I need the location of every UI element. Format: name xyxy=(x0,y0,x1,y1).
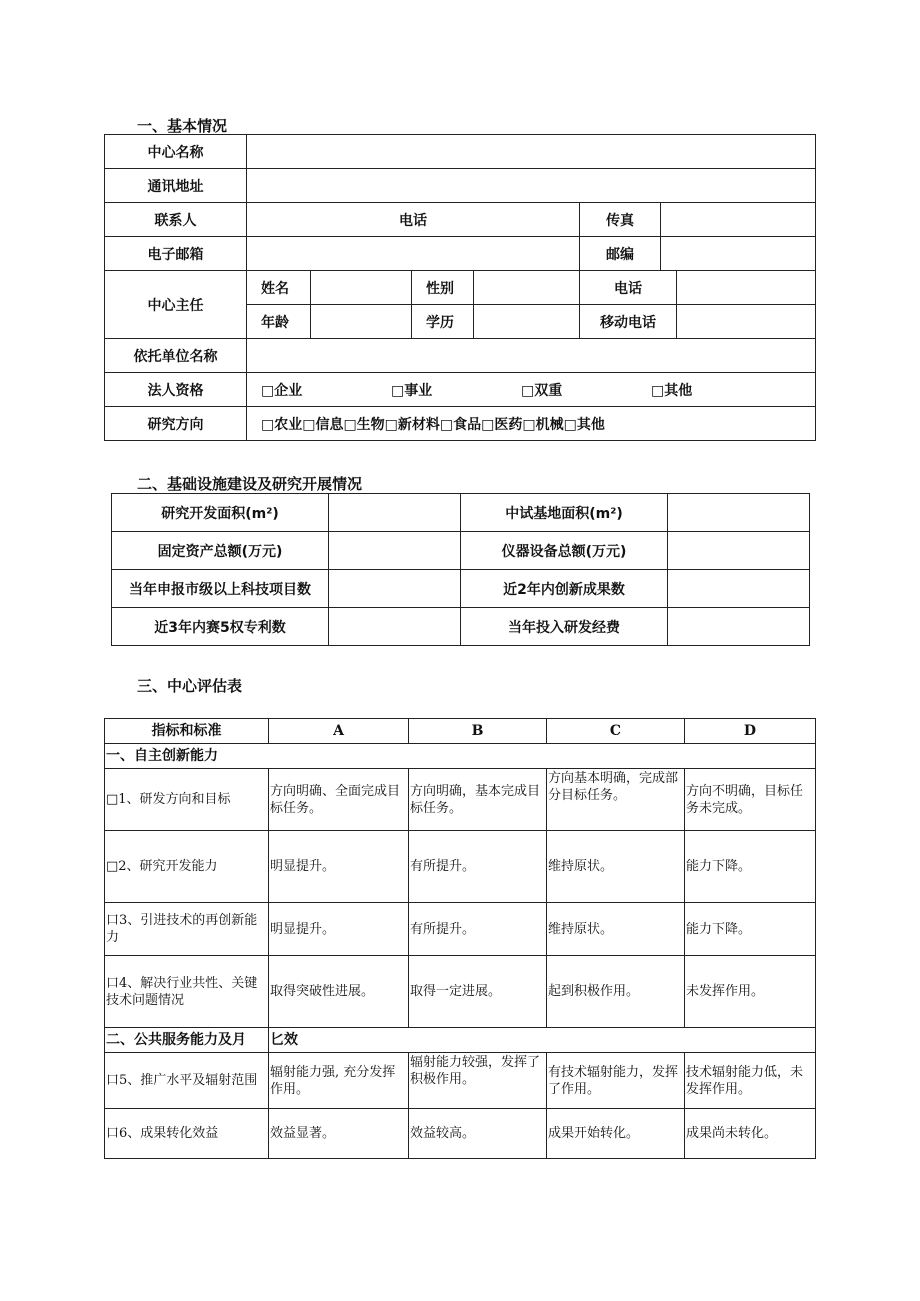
education-field[interactable] xyxy=(474,305,580,339)
rd-area-label: 研究开发面积(m²) xyxy=(112,494,329,532)
section1-title: 一、基本情况 xyxy=(137,117,228,135)
row5-label[interactable]: 口5、推广水平及辐射范围 xyxy=(105,1053,269,1109)
row2-label[interactable]: □2、研究开发能力 xyxy=(105,831,269,903)
row4-c: 起到积极作用。 xyxy=(547,956,685,1028)
email-field[interactable] xyxy=(247,237,580,271)
email-label: 电子邮箱 xyxy=(105,237,247,271)
row4-label[interactable]: 口4、解决行业共性、关键技术问题情况 xyxy=(105,956,269,1028)
header-d: D xyxy=(685,719,816,744)
header-a: A xyxy=(269,719,409,744)
row4-a: 取得突破性进展。 xyxy=(269,956,409,1028)
row3-b: 有所提升。 xyxy=(409,903,547,956)
projects-field[interactable] xyxy=(329,570,461,608)
patents-field[interactable] xyxy=(329,608,461,646)
section3-title: 三、中心评估表 xyxy=(137,677,243,695)
header-b: B xyxy=(409,719,547,744)
legal-options xyxy=(247,373,816,407)
fixed-assets-field[interactable] xyxy=(329,532,461,570)
research-label: 研究方向 xyxy=(105,407,247,441)
center-name-field[interactable] xyxy=(247,135,816,169)
fixed-assets-label: 固定资产总额(万元) xyxy=(112,532,329,570)
row5-c: 有技术辐射能力，发挥了作用。 xyxy=(547,1053,685,1109)
section2-title: 二、基础设施建设及研究开展情况 xyxy=(137,475,363,493)
row1-a: 方向明确、全面完成目标任务。 xyxy=(269,769,409,831)
gender-field[interactable] xyxy=(474,271,580,305)
age-field[interactable] xyxy=(311,305,412,339)
row5-d: 技术辐射能力低，未发挥作用。 xyxy=(685,1053,816,1109)
rd-area-field[interactable] xyxy=(329,494,461,532)
header-c: C xyxy=(547,719,685,744)
equipment-label: 仪器设备总额(万元) xyxy=(461,532,668,570)
research-options[interactable]: □农业□信息□生物□新材料□食品□医药□机械□其他 xyxy=(247,407,816,441)
name-field[interactable] xyxy=(311,271,412,305)
group-public-service-left: 二、公共服务能力及月 xyxy=(105,1028,269,1053)
rd-funds-label: 当年投入研发经费 xyxy=(461,608,668,646)
row6-d: 成果尚未转化。 xyxy=(685,1109,816,1159)
gender-label: 性别 xyxy=(412,271,474,305)
legal-option-enterprise[interactable]: □企业 xyxy=(261,382,303,399)
name-label: 姓名 xyxy=(247,271,311,305)
row6-label[interactable]: 口6、成果转化效益 xyxy=(105,1109,269,1159)
row1-c: 方向基本明确，完成部分目标任务。 xyxy=(547,769,685,831)
address-field[interactable] xyxy=(247,169,816,203)
rd-funds-field[interactable] xyxy=(668,608,810,646)
pilot-area-field[interactable] xyxy=(668,494,810,532)
age-label: 年龄 xyxy=(247,305,311,339)
center-name-label: 中心名称 xyxy=(105,135,247,169)
director-phone-field[interactable] xyxy=(677,271,816,305)
postcode-label: 邮编 xyxy=(580,237,661,271)
header-criteria: 指标和标准 xyxy=(105,719,269,744)
projects-label: 当年申报市级以上科技项目数 xyxy=(112,570,329,608)
director-label: 中心主任 xyxy=(105,271,247,339)
innovations-label: 近2年内创新成果数 xyxy=(461,570,668,608)
row6-a: 效益显著。 xyxy=(269,1109,409,1159)
row1-d: 方向不明确，目标任务未完成。 xyxy=(685,769,816,831)
row6-c: 成果开始转化。 xyxy=(547,1109,685,1159)
group-public-service-right: 匕效 xyxy=(269,1028,816,1053)
pilot-area-label: 中试基地面积(m²) xyxy=(461,494,668,532)
equipment-field[interactable] xyxy=(668,532,810,570)
row2-d: 能力下降。 xyxy=(685,831,816,903)
host-unit-label: 依托单位名称 xyxy=(105,339,247,373)
legal-option-dual[interactable]: □双重 xyxy=(521,382,563,399)
row2-c: 维持原状。 xyxy=(547,831,685,903)
phone-label: 电话 xyxy=(247,203,580,237)
fax-field[interactable] xyxy=(661,203,816,237)
patents-label: 近3年内赛5权专利数 xyxy=(112,608,329,646)
legal-label: 法人资格 xyxy=(105,373,247,407)
row4-b: 取得一定进展。 xyxy=(409,956,547,1028)
row4-d: 未发挥作用。 xyxy=(685,956,816,1028)
row3-d: 能力下降。 xyxy=(685,903,816,956)
legal-option-other[interactable]: □其他 xyxy=(651,382,693,399)
host-unit-field[interactable] xyxy=(247,339,816,373)
evaluation-table xyxy=(104,718,816,1159)
innovations-field[interactable] xyxy=(668,570,810,608)
row3-a: 明显提升。 xyxy=(269,903,409,956)
postcode-field[interactable] xyxy=(661,237,816,271)
row3-c: 维持原状。 xyxy=(547,903,685,956)
group-independent-innovation: 一、自主创新能力 xyxy=(105,744,816,769)
contact-label: 联系人 xyxy=(105,203,247,237)
row3-label[interactable]: 口3、引进技术的再创新能力 xyxy=(105,903,269,956)
row1-label[interactable]: □1、研发方向和目标 xyxy=(105,769,269,831)
row2-a: 明显提升。 xyxy=(269,831,409,903)
mobile-label: 移动电话 xyxy=(580,305,677,339)
basic-info-table xyxy=(104,134,816,441)
address-label: 通讯地址 xyxy=(105,169,247,203)
fax-label: 传真 xyxy=(580,203,661,237)
director-phone-label: 电话 xyxy=(580,271,677,305)
row5-a: 辐射能力强, 充分发挥作用。 xyxy=(269,1053,409,1109)
education-label: 学历 xyxy=(412,305,474,339)
row2-b: 有所提升。 xyxy=(409,831,547,903)
row1-b: 方向明确，基本完成目标任务。 xyxy=(409,769,547,831)
row5-b: 辐射能力较强，发挥了积极作用。 xyxy=(409,1053,547,1109)
legal-option-institution[interactable]: □事业 xyxy=(391,382,433,399)
infrastructure-table xyxy=(111,493,810,646)
mobile-field[interactable] xyxy=(677,305,816,339)
row6-b: 效益较高。 xyxy=(409,1109,547,1159)
